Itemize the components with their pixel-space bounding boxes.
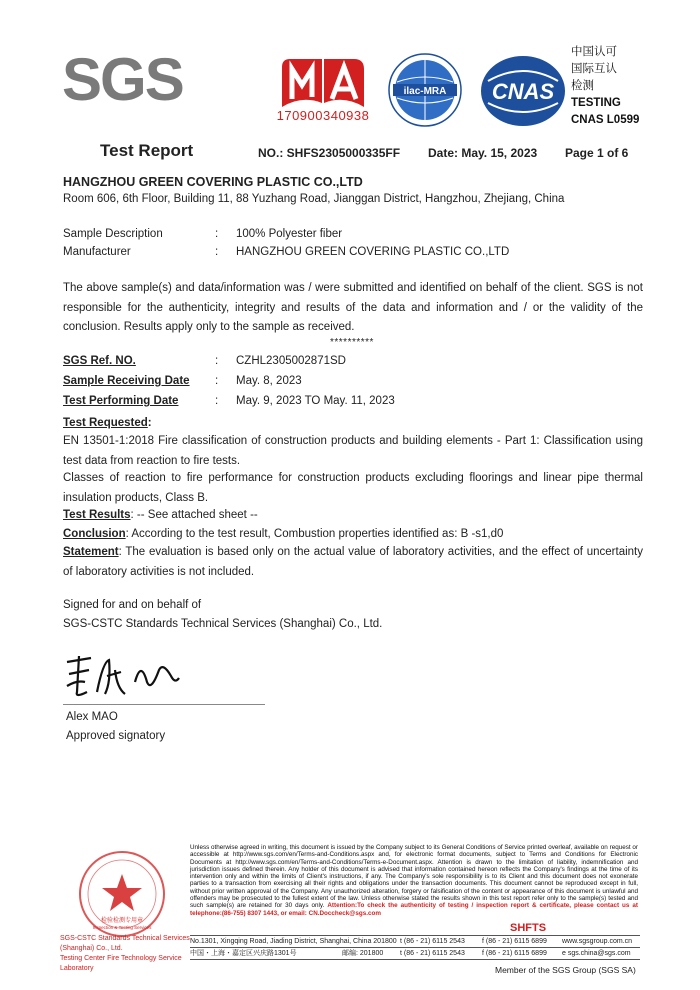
sample-description-label: Sample Description xyxy=(63,228,163,240)
colon: : xyxy=(215,375,219,387)
manufacturer-label: Manufacturer xyxy=(63,246,131,258)
test-performing-value: May. 9, 2023 TO May. 11, 2023 xyxy=(236,395,395,407)
sgs-ref-value: CZHL2305002871SD xyxy=(236,355,346,367)
conclusion-value: : According to the test result, Combustion properties identified as: B -s1,d0 xyxy=(125,528,504,540)
sample-receiving-value: May. 8, 2023 xyxy=(236,375,302,387)
sample-description-row xyxy=(63,228,643,246)
report-title: Test Report xyxy=(100,141,194,160)
colon: : xyxy=(215,246,219,258)
stamp-caption-1: SGS-CSTC Standards Technical Services (Shanghai) Co., Ltd. xyxy=(60,935,190,952)
report-page: Page 1 of 6 xyxy=(565,146,629,160)
test-requested-colon: : xyxy=(147,417,152,429)
address-cn: 中国・上海・嘉定区兴庆路1301号 xyxy=(190,950,297,957)
statement-label: Statement xyxy=(63,546,119,558)
cnas-line-2: 国际互认 xyxy=(571,63,617,75)
signed-on-behalf: Signed for and on behalf of xyxy=(63,599,202,611)
company-address: Room 606, 6th Floor, Building 11, 88 Yuzhang Road, Jianggan District, Hangzhou, Zhejiang, China xyxy=(63,193,565,205)
stamp-inner-en: Inspection & Testing Services xyxy=(92,925,152,930)
report-number: NO.: SHFS2305000335FF xyxy=(258,146,401,160)
sgs-logo-text: SGS xyxy=(62,46,183,113)
disclaimer-paragraph: The above sample(s) and data/information was / were submitted and identified on behalf of the client. SGS is not responsible for the authenticity, integrity and results of the data and information and / or the validity of the conclusion. Results apply only to the sample as received. xyxy=(63,282,643,333)
fax: f (86 - 21) 6115 6899 xyxy=(482,938,547,945)
cnas-line-4: TESTING xyxy=(571,97,621,109)
colon: : xyxy=(215,355,219,367)
address-en: No.1301, Xingqing Road, Jiading District, Shanghai, China 201800 xyxy=(190,938,397,945)
company-name: HANGZHOU GREEN COVERING PLASTIC CO.,LTD xyxy=(63,175,363,189)
colon: : xyxy=(215,228,219,240)
stamp-caption-2: Testing Center Fire Technology Service Laboratory xyxy=(60,955,182,972)
sgs-ref-row xyxy=(63,355,643,373)
signature xyxy=(63,652,183,702)
test-performing-row xyxy=(63,395,643,413)
ilac-label: ilac-MRA xyxy=(403,86,447,97)
signatory-role: Approved signatory xyxy=(66,730,166,742)
stamp-caption xyxy=(60,934,200,974)
telephone: t (86 - 21) 6115 2543 xyxy=(400,938,465,945)
test-results-row xyxy=(63,506,643,526)
cnas-logo xyxy=(480,55,566,127)
sample-receiving-row xyxy=(63,375,643,393)
separator-stars: ********** xyxy=(330,337,374,348)
stamp-inner-cn: 检验检测专用章 xyxy=(100,917,144,924)
terms-text: Unless otherwise agreed in writing, this document is issued by the Company subject to its General Conditions of Service printed overleaf, available on request or accessible at http://www.sgs.com/en/Terms-and-Conditions.aspx and, for electronic format documents, subject to Terms and Conditions for Electronic Documents at http://www.sgs.com/en/Terms-and-Conditions/Terms-e-Document.aspx. Attention is drawn to the limitation of liability, indemnification and jurisdiction issues defined therein. Any holder of this document is advised that information contained hereon reflects the Company's findings at the time of its intervention only and within the limits of Client's instructions, if any. The Company's sole responsibility is to its Client and this document does not exonerate parties to a transaction from exercising all their rights and obligations under the transaction documents. This document cannot be reproduced except in full, without prior written approval of the Company. Any unauthorized alteration, forgery or falsification of the content or appearance of this document is unlawful and offenders may be prosecuted to the fullest extent of the law. Unless otherwise stated the results shown in this test report refer only to the sample(s) tested and such sample(s) are retained for 30 days only. xyxy=(190,844,638,910)
signatory-name: Alex MAO xyxy=(66,711,118,723)
sgs-logo xyxy=(62,46,183,113)
test-requested-line-2: Classes of reaction to fire performance for construction products excluding floorings and linear pipe thermal insulation products, Class B. xyxy=(63,472,643,504)
ilac-mra-logo xyxy=(387,52,463,128)
statement-row xyxy=(63,543,643,582)
test-performing-label: Test Performing Date xyxy=(63,395,179,407)
authenticity-attention: Attention:To check the authenticity of testing / inspection report & certificate, please contact us at telephone:(86-755) 8307 1443, or email: CN.Doccheck@sgs.com xyxy=(190,902,638,917)
fax-cn: f (86 - 21) 6115 6899 xyxy=(482,950,547,957)
sample-receiving-label: Sample Receiving Date xyxy=(63,375,190,387)
footer-address-cn xyxy=(190,947,640,959)
signature-line xyxy=(63,704,265,705)
official-stamp xyxy=(58,848,186,938)
manufacturer-row xyxy=(63,246,643,264)
cnas-line-1: 中国认可 xyxy=(571,46,617,58)
test-results-label: Test Results xyxy=(63,509,131,521)
manufacturer-value: HANGZHOU GREEN COVERING PLASTIC CO.,LTD xyxy=(236,246,510,258)
conclusion-row xyxy=(63,525,643,545)
test-requested-heading xyxy=(63,414,643,434)
sgs-ref-label: SGS Ref. NO. xyxy=(63,355,136,367)
footer-rule xyxy=(190,959,640,960)
cnas-line-3: 检测 xyxy=(571,80,594,92)
test-requested-label: Test Requested xyxy=(63,417,148,429)
sgs-group-member: Member of the SGS Group (SGS SA) xyxy=(495,965,636,975)
report-date: Date: May. 15, 2023 xyxy=(428,146,538,160)
cnas-line-5: CNAS L0599 xyxy=(571,114,640,126)
colon: : xyxy=(215,395,219,407)
conclusion-label: Conclusion xyxy=(63,528,126,540)
email: e sgs.china@sgs.com xyxy=(562,950,631,957)
sample-description-value: 100% Polyester fiber xyxy=(236,228,343,240)
telephone-cn: t (86 - 21) 6115 2543 xyxy=(400,950,465,957)
signing-company: SGS-CSTC Standards Technical Services (Shanghai) Co., Ltd. xyxy=(63,618,383,630)
terms-fine-print xyxy=(190,844,638,917)
test-results-value: : -- See attached sheet -- xyxy=(130,509,258,521)
website: www.sgsgroup.com.cn xyxy=(562,938,633,945)
postcode-cn: 邮编: 201800 xyxy=(342,950,384,957)
cnas-label: CNAS xyxy=(491,79,555,104)
test-requested-line-1: EN 13501-1:2018 Fire classification of construction products and building elements - Part 1: Classification using test data from reaction to fire tests. xyxy=(63,435,643,467)
footer-address-en xyxy=(190,935,640,947)
shfts-label: SHFTS xyxy=(510,922,547,934)
statement-value: : The evaluation is based only on the actual value of laboratory activities, and the effect of uncertainty of laboratory activities is not included. xyxy=(63,546,643,578)
cma-number: 170900340938 xyxy=(276,108,370,123)
cnas-accreditation-text xyxy=(571,44,639,129)
